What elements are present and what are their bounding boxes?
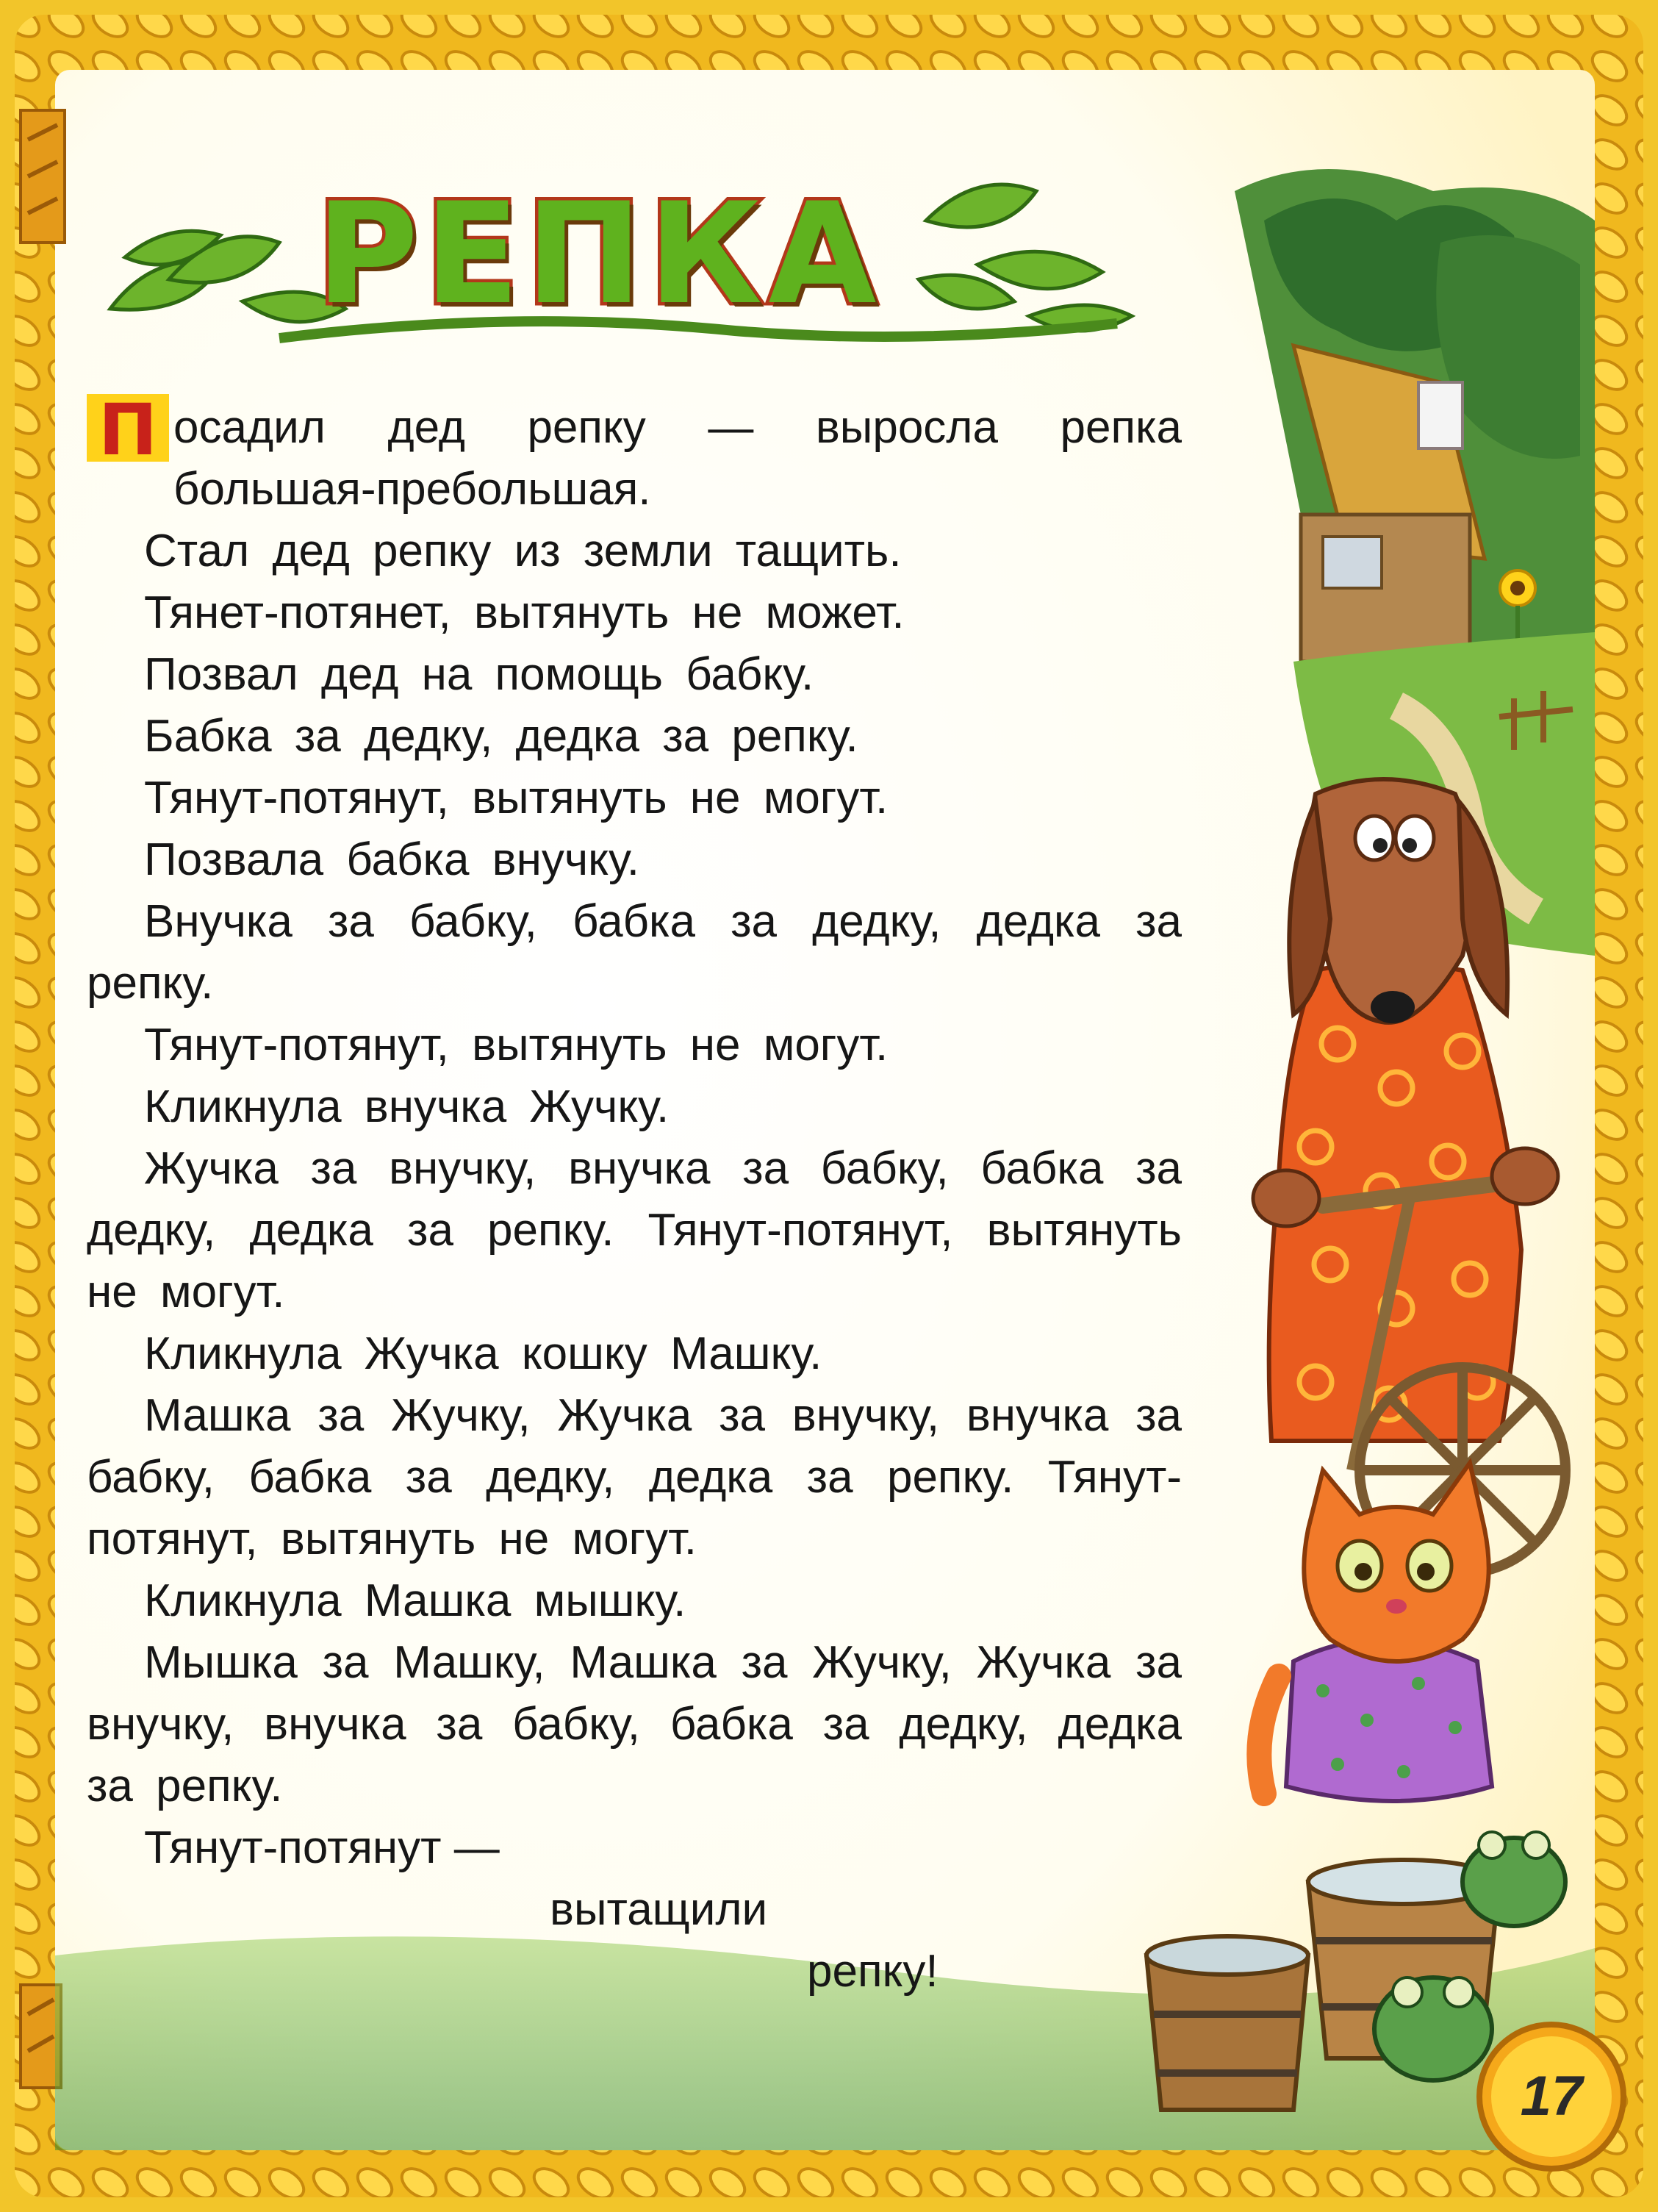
ending-line: вытащили bbox=[550, 1884, 768, 1935]
ending-line: Тянут-потянут — bbox=[144, 1822, 500, 1873]
paragraph: Бабка за дедку, дедка за репку. bbox=[144, 711, 858, 762]
page-number bbox=[1478, 2023, 1625, 2170]
paragraph: Тянет-потянет, вытянуть не может. bbox=[144, 587, 905, 638]
paragraph: Позвала бабка внучку. bbox=[144, 834, 639, 885]
page-number-label: 17 bbox=[1520, 2065, 1583, 2127]
drop-cap-letter: П bbox=[98, 394, 158, 462]
paragraph: Внучка за бабку, бабка за дедку, дедка за репку. bbox=[87, 896, 1182, 1009]
paragraph: Кликнула внучка Жучку. bbox=[144, 1081, 670, 1132]
paragraph: Тянут-потянут, вытянуть не могут. bbox=[144, 773, 889, 823]
wood-ornament bbox=[21, 1985, 61, 2088]
paragraph: Кликнула Жучка кошку Машку. bbox=[144, 1328, 822, 1379]
page-title: РЕПКА bbox=[316, 173, 883, 335]
wood-ornament bbox=[21, 110, 65, 243]
paragraph: Жучка за внучку, внучка за бабку, бабка за дедку, дедка за репку. Тянут-потянут, вытянуть не могут. bbox=[87, 1143, 1182, 1317]
first-paragraph bbox=[87, 394, 1182, 520]
title-banner bbox=[88, 158, 1132, 371]
story-text bbox=[87, 394, 1182, 2002]
paragraph: Тянут-потянут, вытянуть не могут. bbox=[144, 1020, 889, 1070]
paragraph: Мышка за Машку, Машка за Жучку, Жучка за внучку, внучка за бабку, бабка за дедку, дедка за репку. bbox=[87, 1637, 1182, 1811]
paragraph: Машка за Жучку, Жучка за внучку, внучка за бабку, бабка за дедку, дедка за репку. Тянут-потянут, вытянуть не могут. bbox=[87, 1390, 1182, 1564]
paragraph: Кликнула Машка мышку. bbox=[144, 1575, 686, 1626]
paragraph: Стал дед репку из земли тащить. bbox=[144, 526, 902, 576]
ending-line: репку! bbox=[807, 1946, 939, 1997]
paragraph: осадил дед репку — выросла репка большая-пребольшая. bbox=[173, 402, 1182, 515]
paragraph: Позвал дед на помощь бабку. bbox=[144, 649, 814, 700]
drop-cap bbox=[87, 394, 169, 462]
